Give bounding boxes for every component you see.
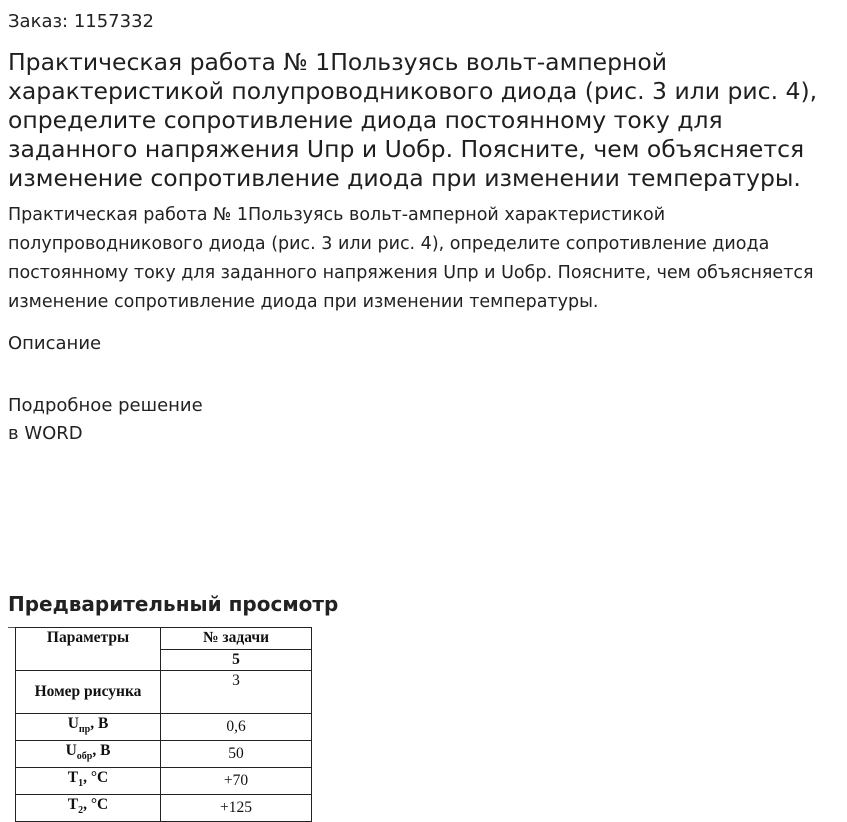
param-t2: $T_2$, °С <box>16 795 161 822</box>
order-number: Заказ: 1157332 <box>8 11 154 32</box>
param-u-forward: $U_{пр}$, В <box>16 714 161 741</box>
param-figure-number: Номер рисунка <box>16 671 161 714</box>
value-figure-number: 3 <box>161 671 312 714</box>
parameters-table <box>15 627 312 822</box>
table-row <box>16 671 312 714</box>
value-u-reverse: 50 <box>161 741 312 768</box>
param-u-reverse: $U_{обр}$, В <box>16 741 161 768</box>
value-t1: +70 <box>161 768 312 795</box>
header-parameters: Параметры <box>16 628 161 671</box>
page-title: Практическая работа № 1Пользуясь вольт-амперной характеристикой полупроводникового диода (рис. 3 или рис. 4), определите сопротивление диода постоянному току для заданного напряжения Uпр и Uобр. Поясните, чем объясняется изменение сопротивление диода при изменении температуры. <box>8 48 818 192</box>
solution-line-1: Подробное решение <box>8 395 203 416</box>
table-row <box>16 768 312 795</box>
value-u-forward: 0,6 <box>161 714 312 741</box>
param-t1: $T_1$, °С <box>16 768 161 795</box>
table-row <box>16 714 312 741</box>
table-row <box>16 741 312 768</box>
solution-line-2: в WORD <box>8 423 83 444</box>
table-header-row <box>16 628 312 650</box>
preview-image <box>8 625 318 817</box>
task-description: Практическая работа № 1Пользуясь вольт-амперной характеристикой полупроводникового диода (рис. 3 или рис. 4), определите сопротивление диода постоянному току для заданного напряжения Uпр и Uобр. Поясните, чем объясняется изменение сопротивление диода при изменении температуры. <box>8 205 814 312</box>
header-task-number: № задачи <box>161 628 312 650</box>
description-heading: Описание <box>8 333 102 354</box>
value-t2: +125 <box>161 795 312 822</box>
table-row <box>16 795 312 822</box>
task-number-value: 5 <box>161 649 312 671</box>
preview-heading: Предварительный просмотр <box>8 592 339 616</box>
